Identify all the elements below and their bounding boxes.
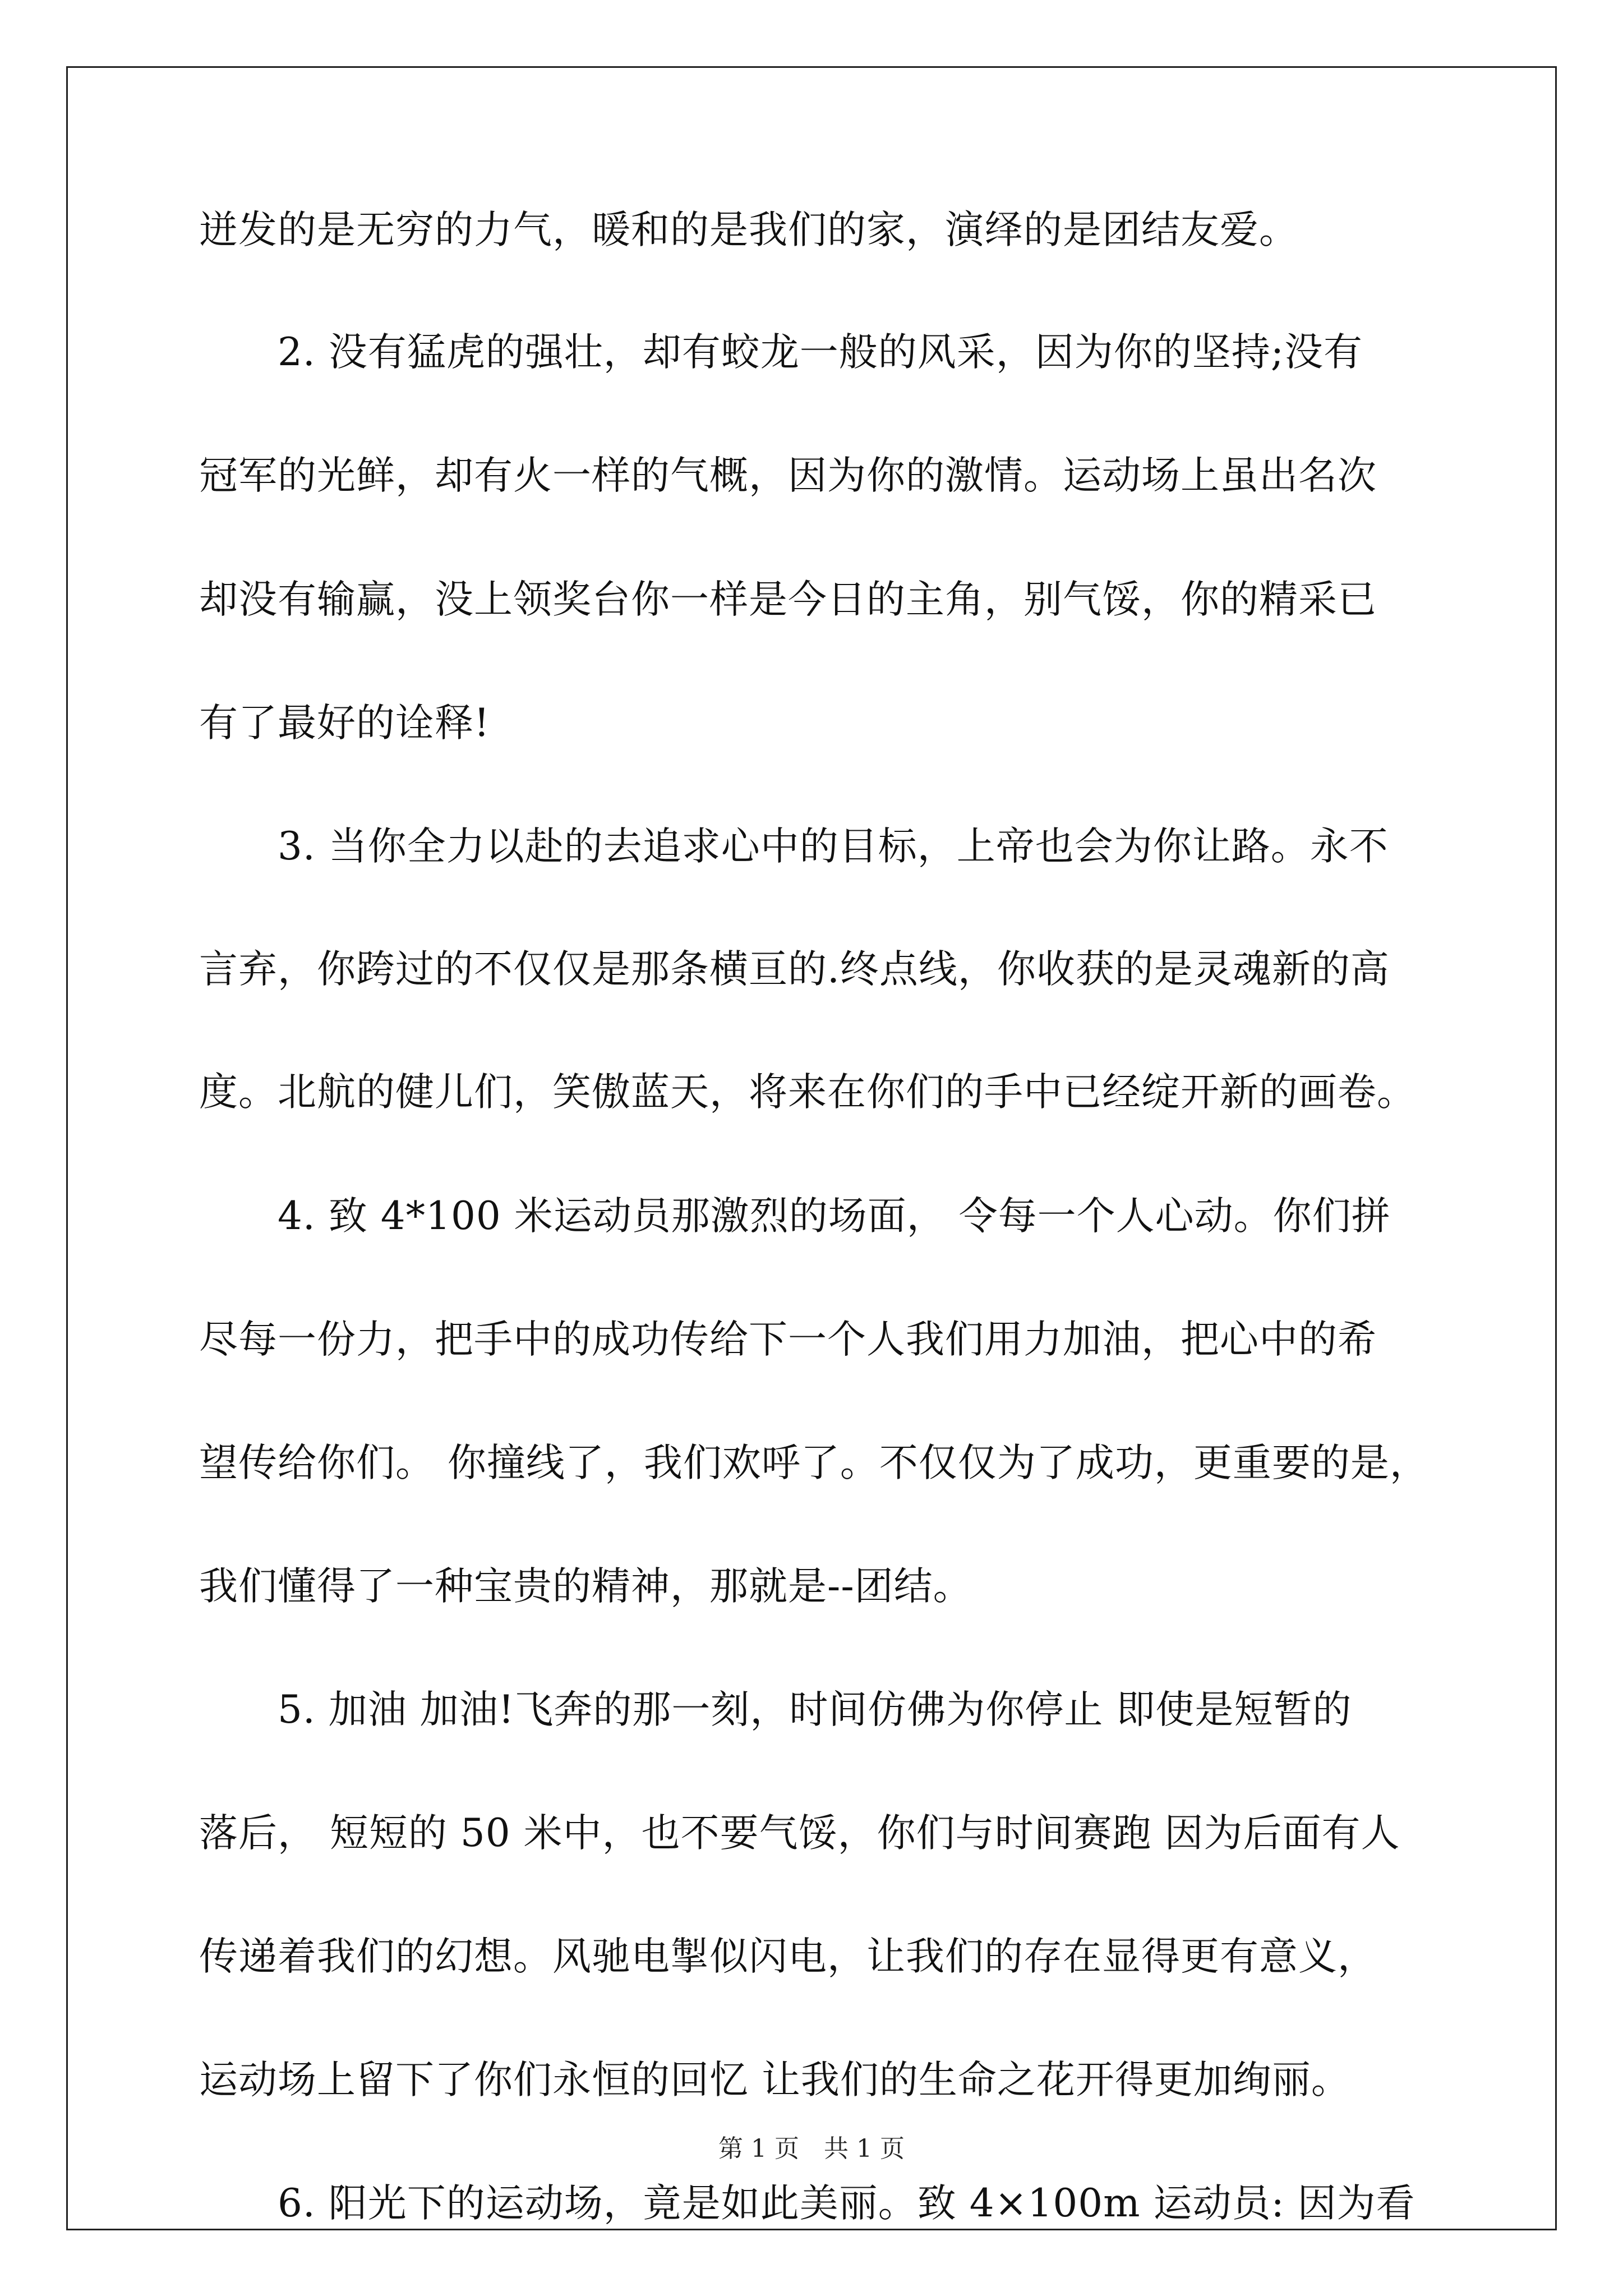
text-line: 迸发的是无穷的力气，暖和的是我们的家，演绎的是团结友爱。 — [199, 208, 1298, 252]
text-line: 落后， 短短的 50 米中，也不要气馁，你们与时间赛跑 因为后面有人 — [199, 1811, 1400, 1856]
text-line: 尽每一份力，把手中的成功传给下一个人我们用力加油，把心中的希 — [199, 1317, 1377, 1362]
text-line: 有了最好的诠释! — [199, 701, 490, 746]
page-number-footer: 第 1 页 共 1 页 — [718, 2134, 905, 2163]
page-border — [66, 66, 1557, 2230]
text-line: 我们懂得了一种宝贵的精神，那就是--团结。 — [199, 1564, 972, 1609]
text-line: 望传给你们。 你撞线了，我们欢呼了。不仅仅为了成功，更重要的是， — [199, 1441, 1429, 1485]
text-line: 5. 加油 加油!飞奔的那一刻，时间仿佛为你停止 即使是短暂的 — [199, 1687, 1352, 1732]
text-line: 却没有输赢，没上领奖台你一样是今日的主角，别气馁，你的精采已 — [199, 577, 1377, 622]
text-line: 4. 致 4*100 米运动员那激烈的场面， 令每一个人心动。你们拼 — [199, 1194, 1391, 1239]
text-line: 度。北航的健儿们，笑傲蓝天，将来在你们的手中已经绽开新的画卷。 — [199, 1070, 1416, 1115]
text-line: 3. 当你全力以赴的去追求心中的目标，上帝也会为你让路。永不 — [199, 824, 1389, 869]
text-line: 言弃，你跨过的不仅仅是那条横亘的.终点线，你收获的是灵魂新的高 — [199, 947, 1390, 992]
text-line: 传递着我们的幻想。风驰电掣似闪电，让我们的存在显得更有意义， — [199, 1934, 1377, 1979]
text-line: 运动场上留下了你们永恒的回忆 让我们的生命之花开得更加绚丽。 — [199, 2058, 1350, 2102]
text-line: 冠军的光鲜，却有火一样的气概，因为你的激情。运动场上虽出名次 — [199, 453, 1377, 498]
text-line: 2. 没有猛虎的强壮，却有蛟龙一般的风采，因为你的坚持;没有 — [199, 330, 1363, 375]
text-line: 6. 阳光下的运动场，竟是如此美丽。致 4×100m 运动员: 因为看 — [199, 2181, 1415, 2226]
